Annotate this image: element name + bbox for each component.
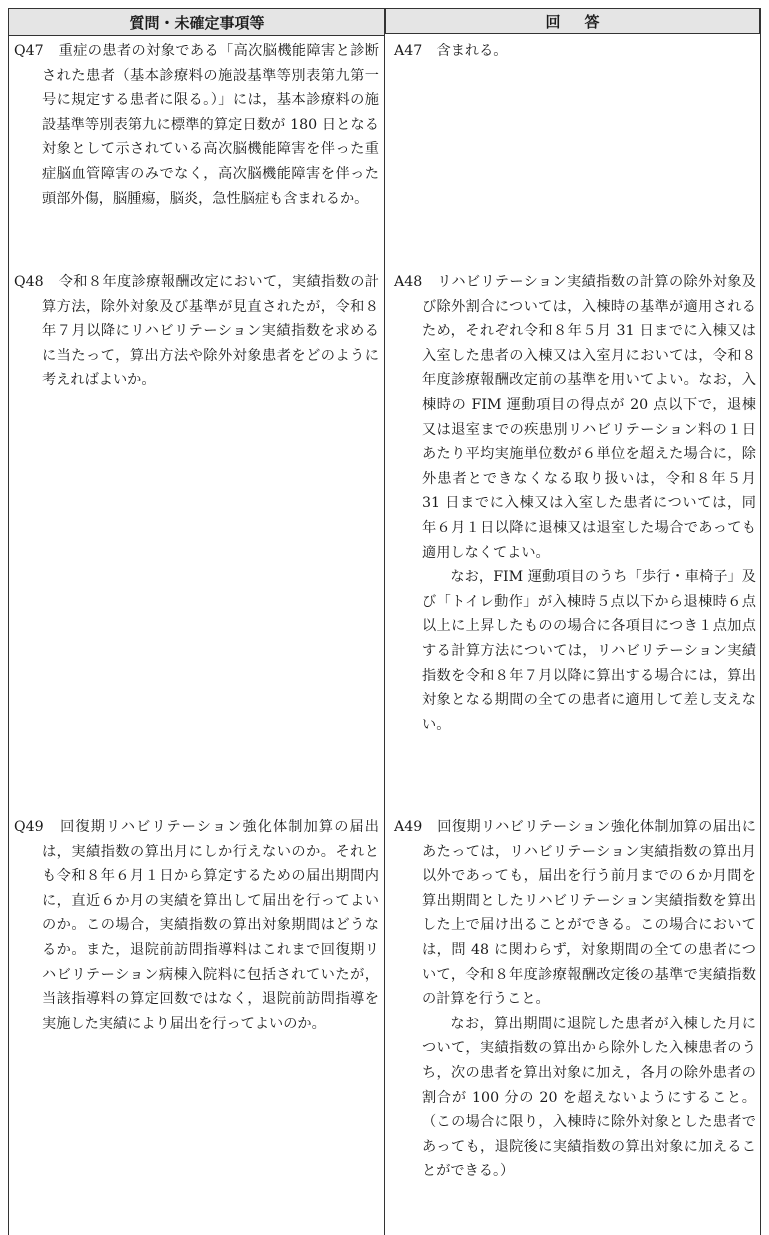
answer-text: リハビリテーション実績指数の計算の除外対象及び除外割合については，入棟時の基準が適用されるため，それぞれ令和８年５月 31 日までに入棟又は入室した患者の入棟又は入室月においては，令和８年度診療報酬改定前の基準を用いてよい。なお，入棟時の FIM 運動項目の得点が 20 点以下で，退棟又は退室までの疾患別リハビリテーション料の１日あたり平均実施単位数が６単位を超えた場合に，除外患者とできなくなる取り扱いは，令和８年５月 31 日までに入棟又は入室した患者については，同年６月１日以降に退棟又は退室した場合であっても適用しなくてよい。	[422, 274, 756, 561]
answer-label: A48	[394, 274, 423, 290]
table-border-right	[760, 8, 761, 1235]
question-cell-q47	[14, 39, 379, 211]
question-label: Q47	[14, 43, 44, 59]
answer-cell-a47	[394, 39, 756, 64]
question-text: 回復期リハビリテーション強化体制加算の届出は，実績指数の算出月にしか行えないのか。それとも令和８年６月１日から算定するための届出期間内に，直近６か月の実績を算出して届出を行ってよいのか。この場合，実績指数の算出対象期間はどうなるか。また，退院前訪問指導料はこれまで回復期リハビリテーション病棟入院料に包括されていたが，当該指導料の算定回数ではなく，退院前訪問指導を実施した実績により届出を行ってよいのか。	[42, 819, 379, 1032]
question-text: 重症の患者の対象である「高次脳機能障害と診断された患者（基本診療料の施設基準等別表第九第一号に規定する患者に限る。）」には，基本診療料の施設基準等別表第九に標準的算定日数が 180 日となる対象として示されている高次脳機能障害を伴った重症脳血管障害のみでなく，高次脳機能障害を伴った頭部外傷，脳腫瘍，脳炎，急性脳症も含まれるか。	[42, 43, 379, 207]
answer-label: A47	[394, 43, 423, 59]
question-text: 令和８年度診療報酬改定において，実績指数の計算方法，除外対象及び基準が見直されたが，令和８年７月以降にリハビリテーション実績指数を求めるに当たって，算出方法や除外対象患者をどのように考えればよいか。	[42, 274, 379, 389]
answer-text: 含まれる。	[436, 43, 508, 59]
question-cell-q49	[14, 815, 379, 1036]
answer-cell-a48	[394, 270, 756, 737]
answer-text-continued: なお，FIM 運動項目のうち「歩行・車椅子」及び「トイレ動作」が入棟時５点以下から退棟時６点以上に上昇したものの場合に各項目につき１点加点する計算方法については，リハビリテーション実績指数を令和８年７月以降に算出する場合には，算出対象となる期間の全ての患者に適用して差し支えない。	[422, 569, 756, 733]
table-border-left	[8, 8, 9, 1235]
question-cell-q48	[14, 270, 379, 393]
column-divider	[384, 8, 385, 1235]
question-label: Q48	[14, 274, 44, 290]
qa-table	[8, 8, 761, 1235]
answer-text: 回復期リハビリテーション強化体制加算の届出にあたっては，リハビリテーション実績指数の算出月以外であっても，届出を行う前月までの６か月間を算出期間としたリハビリテーション実績指数を算出した上で届け出ることができる。この場合においては，問 48 に関わらず，対象期間の全ての患者について，令和８年度診療報酬改定後の基準で実績指数の計算を行うこと。	[422, 819, 756, 1008]
question-label: Q49	[14, 819, 44, 835]
answer-text-continued: なお，算出期間に退院した患者が入棟した月について，実績指数の算出から除外した入棟患者のうち，次の患者を算出対象に加え，各月の除外患者の割合が 100 分の 20 を超えないようにすること。（この場合に限り，入棟時に除外対象とした患者であっても，退院後に実績指数の算出対象に加えることができる。）	[422, 1015, 756, 1180]
answer-label: A49	[394, 819, 423, 835]
answer-cell-a49	[394, 815, 756, 1184]
question-column-header: 質問・未確定事項等	[8, 8, 385, 36]
answer-column-header: 回答	[385, 8, 760, 34]
